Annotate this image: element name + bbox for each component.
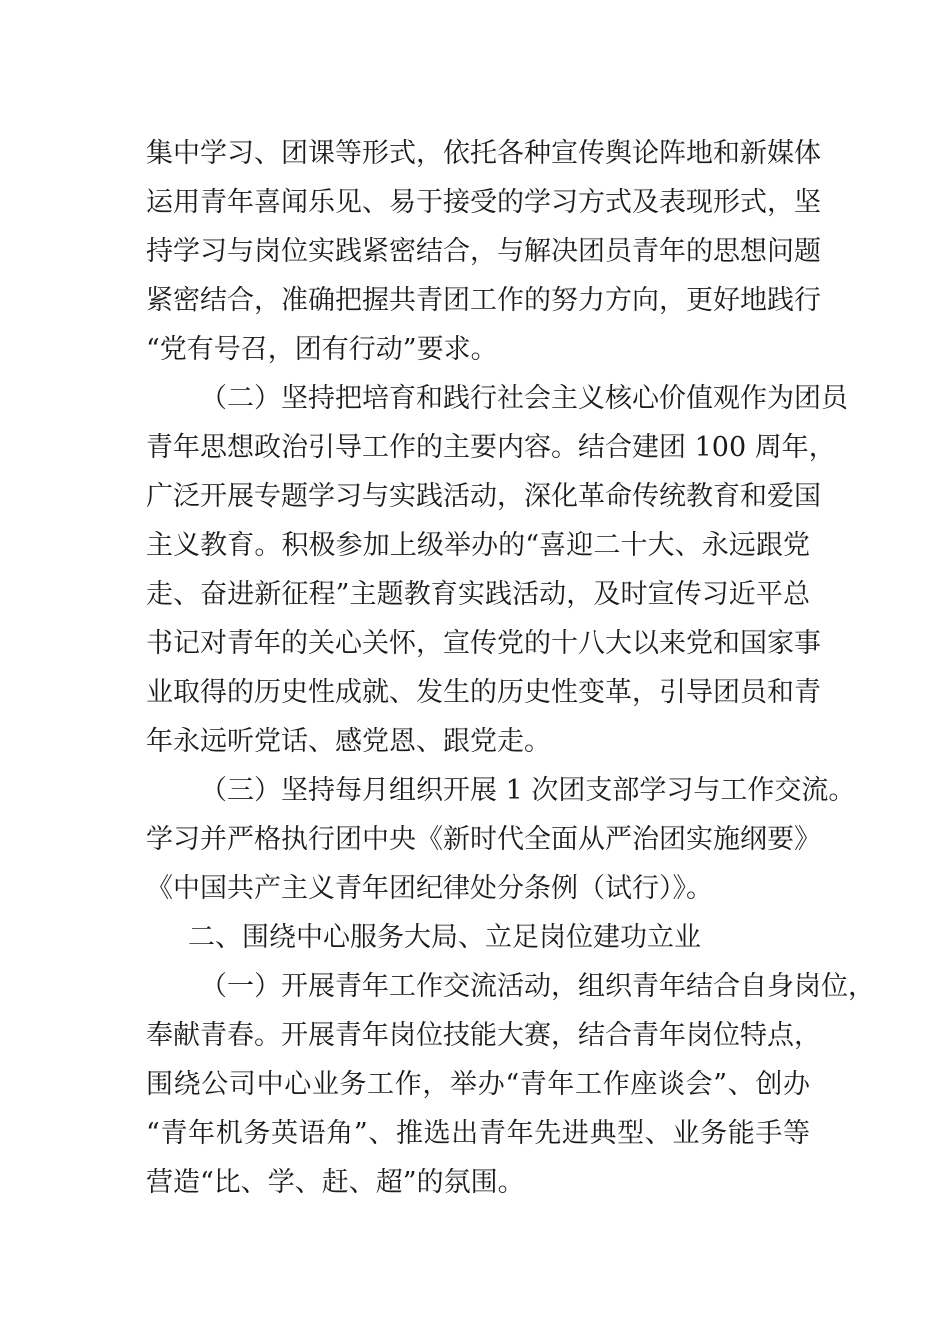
text-line: 紧密结合，准确把握共青团工作的努力方向，更好地践行 <box>146 285 821 316</box>
text-line: （三）坚持每月组织开展 1 次团支部学习与工作交流。 <box>200 775 856 806</box>
text-line: 走、奋进新征程”主题教育实践活动，及时宣传习近平总 <box>146 579 810 610</box>
text-line: 持学习与岗位实践紧密结合，与解决团员青年的思想问题 <box>146 236 821 267</box>
text-line: 主义教育。积极参加上级举办的“喜迎二十大、永远跟党 <box>146 530 810 561</box>
text-line: 《中国共产主义青年团纪律处分条例（试行）》。 <box>146 873 713 904</box>
text-line: 青年思想政治引导工作的主要内容。结合建团 100 周年， <box>146 432 836 463</box>
text-line: 书记对青年的关心关怀，宣传党的十八大以来党和国家事 <box>146 628 821 659</box>
text-line: （一）开展青年工作交流活动，组织青年结合自身岗位， <box>200 971 875 1002</box>
text-line: 围绕公司中心业务工作，举办“青年工作座谈会”、创办 <box>146 1069 810 1100</box>
text-line: 集中学习、团课等形式，依托各种宣传舆论阵地和新媒体 <box>146 138 821 169</box>
text-line: 年永远听党话、感党恩、跟党走。 <box>146 726 551 757</box>
text-line: 营造“比、学、赶、超”的氛围。 <box>146 1167 525 1198</box>
text-line: “青年机务英语角”、推选出青年先进典型、业务能手等 <box>146 1118 810 1149</box>
text-line: “党有号召，团有行动”要求。 <box>146 334 498 365</box>
text-line: 运用青年喜闻乐见、易于接受的学习方式及表现形式，坚 <box>146 187 821 218</box>
text-line: （二）坚持把培育和践行社会主义核心价值观作为团员 <box>200 383 848 414</box>
text-line: 奉献青春。开展青年岗位技能大赛，结合青年岗位特点， <box>146 1020 821 1051</box>
section-heading: 二、围绕中心服务大局、立足岗位建功立业 <box>188 922 701 953</box>
text-line: 学习并严格执行团中央《新时代全面从严治团实施纲要》 <box>146 824 821 855</box>
document-body <box>146 129 875 1207</box>
text-line: 广泛开展专题学习与实践活动，深化革命传统教育和爱国 <box>146 481 821 512</box>
text-line: 业取得的历史性成就、发生的历史性变革，引导团员和青 <box>146 677 821 708</box>
